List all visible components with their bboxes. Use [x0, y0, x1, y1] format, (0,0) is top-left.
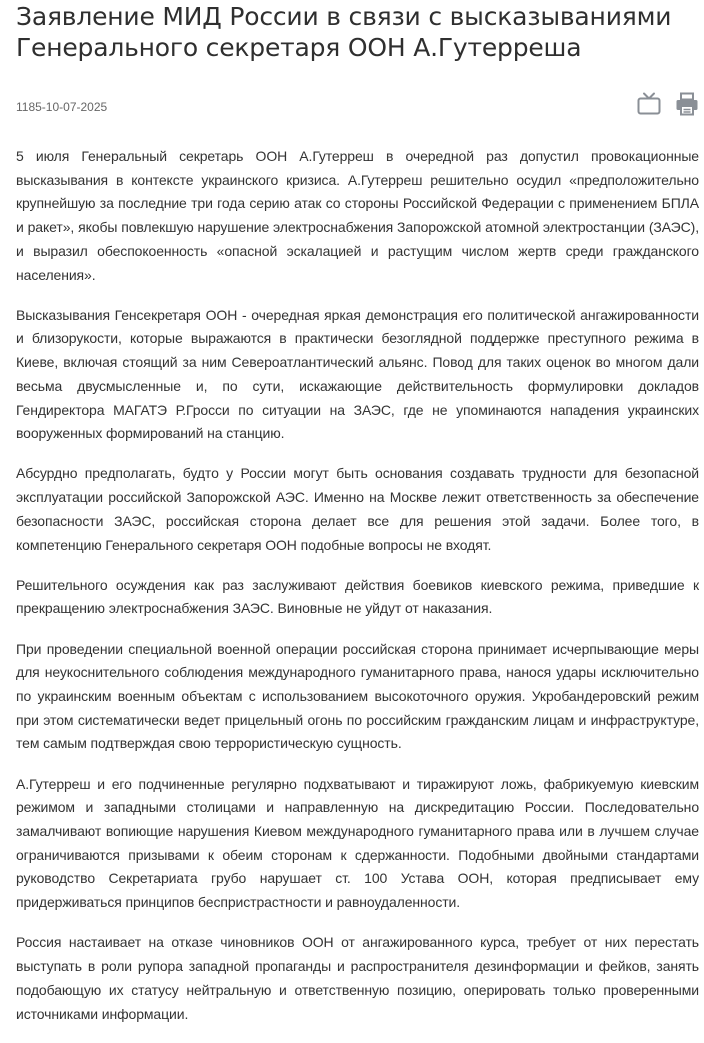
document-number: 1185-10-07-2025 [16, 100, 108, 114]
article-tools [637, 92, 699, 116]
paragraph: 5 июля Генеральный секретарь ООН А.Гутерреш в очередной раз допустил провокационные высказывания в контексте украинского кризиса. А.Гутерреш решительно осудил «предположительно крупнейшую за последние три года серию атак со стороны Российской Федерации с применением БПЛА и ракет», якобы повлекшую нарушение электроснабжения Запорожской атомной электростанции (ЗАЭС), и выразил обеспокоенность «опасной эскалацией и растущим числом жертв среди гражданского населения». [16, 148, 699, 283]
paragraph: Высказывания Генсекретаря ООН - очередная яркая демонстрация его политической ангажированности и близорукости, которые выражаются в практически безоглядной поддержке преступного режима в Киеве, включая стоящий за ним Североатлантический альянс. Повод для таких оценок во многом дали весьма двусмысленные и, по сути, искажающие действительность формулировки докладов Гендиректора МАГАТЭ Р.Гросси по ситуации на ЗАЭС, где не упоминаются нападения украинских вооруженных формирований на станцию. [16, 306, 699, 442]
print-icon[interactable] [675, 92, 699, 116]
article [16, 0, 699, 1043]
article-meta [16, 92, 699, 132]
article-body [16, 145, 699, 1026]
paragraph: Решительного осуждения как раз заслуживают действия боевиков киевского режима, приведшие к прекращению электроснабжения ЗАЭС. Виновные не уйдут от наказания. [16, 576, 699, 617]
paragraph: Абсурдно предполагать, будто у России могут быть основания создавать трудности для безопасной эксплуатации российской Запорожской АЭС. Именно на Москве лежит ответственность за обеспечение безопасности ЗАЭС, российская сторона делает все для решения этой задачи. Более того, в компетенцию Генерального секретаря ООН подобные вопросы не входят. [16, 465, 699, 553]
paragraph: Россия настаивает на отказе чиновников ООН от ангажированного курса, требует от них перестать выступать в роли рупора западной пропаганды и распространителя дезинформации и фейков, занять подобающую их статусу нейтральную и ответственную позицию, оперировать только проверенными источниками информации. [16, 934, 699, 1022]
page-title: Заявление МИД России в связи с высказываниями Генерального секретаря ООН А.Гутерреша [16, 2, 672, 62]
paragraph: При проведении специальной военной операции российская сторона принимает исчерпывающие меры для неукоснительного соблюдения международного гуманитарного права, нанося удары исключительно по украинским военным объектам с использованием высокоточного оружия. Укробандеровский режим при этом систематически ведет прицельный огонь по российским гражданским лицам и инфраструктуре, тем самым подтверждая свою террористическую сущность. [16, 640, 699, 752]
tv-icon[interactable] [637, 92, 661, 116]
paragraph: А.Гутерреш и его подчиненные регулярно подхватывают и тиражируют ложь, фабрикуемую киевским режимом и западными столицами и направленную на дискредитацию России. Последовательно замалчивают вопиющие нарушения Киевом международного гуманитарного права или в лучшем случае ограничиваются призывами к обеим сторонам к сдержанности. Подобными двойными стандартами руководство Секретариата грубо нарушает ст. 100 Устава ООН, которая предписывает ему придерживаться принципов беспристрастности и равноудаленности. [16, 775, 699, 911]
